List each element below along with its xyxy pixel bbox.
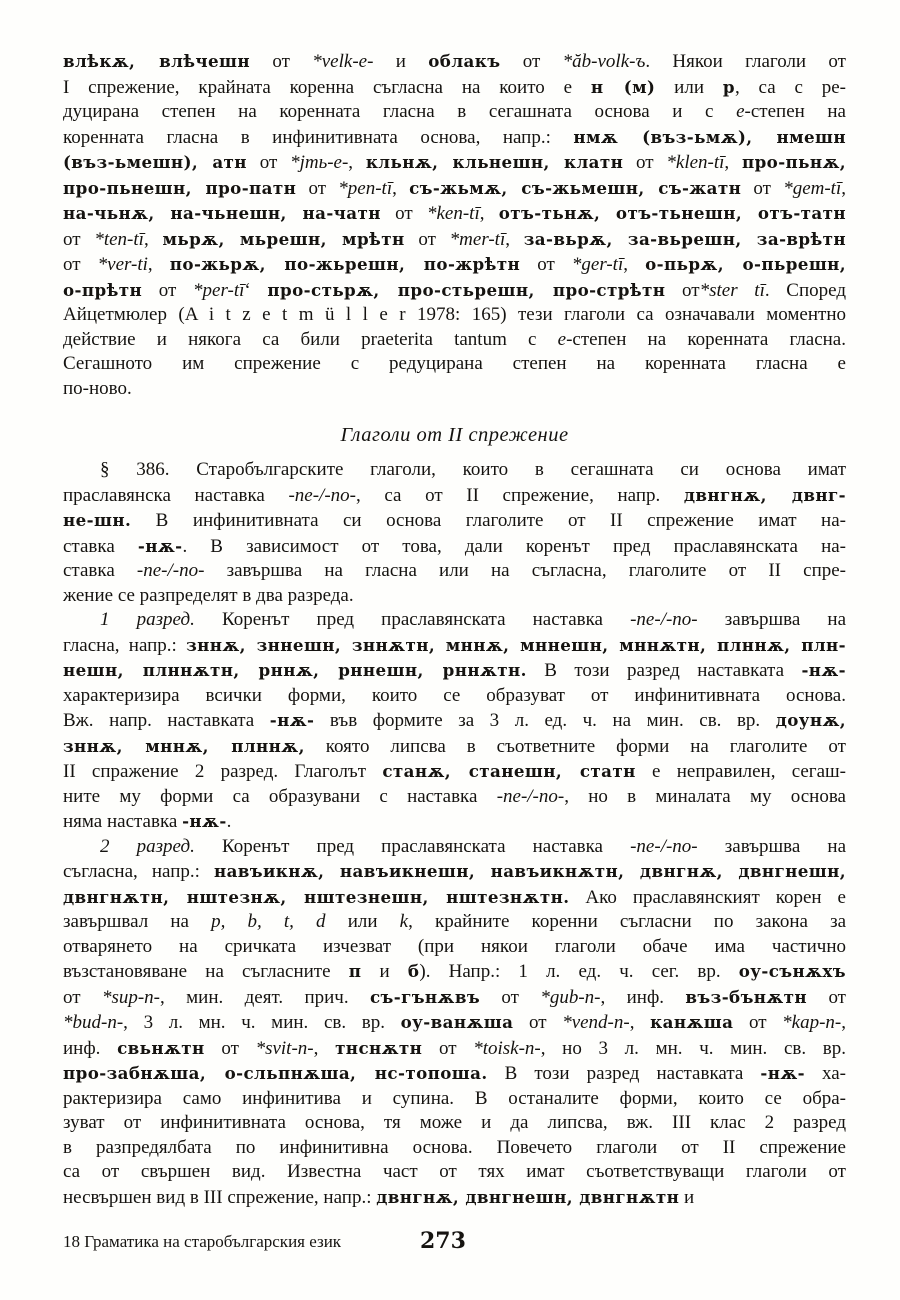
reconstructed-form: е xyxy=(736,101,745,122)
reconstructed-form: 1 разред. xyxy=(100,609,195,630)
text-line xyxy=(63,227,846,253)
body-text: Вж. напр. наставката xyxy=(63,710,270,731)
reconstructed-form: *svit-n- xyxy=(255,1037,314,1059)
body-text: , но 3 л. мн. ч. мин. св. вр. xyxy=(540,1037,846,1059)
body-text: , са от II спрежение, напр. xyxy=(356,484,684,506)
old-bulgarian-word: зннѫ, зннешн, зннѫтн, мннѫ, мннешн, мннѫтн, плннѫ, плн- xyxy=(186,634,846,655)
body-text: , xyxy=(505,228,524,250)
body-text: от xyxy=(623,152,667,173)
text-line xyxy=(63,785,846,810)
reconstructed-form: *ăb-volk-ъ xyxy=(562,51,646,72)
reconstructed-form: -ne-/-no- xyxy=(630,835,698,857)
body-text: . xyxy=(226,811,232,832)
text-line xyxy=(63,633,846,659)
old-bulgarian-word: съ-гънѫвъ xyxy=(369,986,481,1007)
old-bulgarian-word: -нѫ- xyxy=(182,811,227,831)
body-text: . Според xyxy=(764,279,846,301)
body-text: Ако праславянският корен е xyxy=(569,886,846,908)
body-text: завършвал на xyxy=(63,911,212,932)
old-bulgarian-word: за-вьрѫ, за-вьрешн, за-врѣтн xyxy=(523,228,847,249)
old-bulgarian-word: -нѫ- xyxy=(269,710,315,730)
reconstructed-form: -ne-/-no- xyxy=(630,609,698,630)
body-text: ставка xyxy=(63,535,138,557)
old-bulgarian-word: кльнѫ, кльнешн, клатн xyxy=(365,152,624,172)
body-text: ха- xyxy=(804,1063,847,1084)
body-text: инф. xyxy=(63,1037,118,1059)
reconstructed-form: *bud-n- xyxy=(63,1012,124,1033)
body-text: от xyxy=(513,1012,563,1033)
old-bulgarian-word: навъикнѫ, навъикнешн, навъикнѫтн, двнгнѫ, двнгнешн, xyxy=(213,861,846,881)
body-text: от xyxy=(63,986,102,1008)
text-line xyxy=(63,201,846,227)
body-text: от xyxy=(142,279,194,301)
body-text: -степен на xyxy=(744,101,846,122)
reconstructed-form: k xyxy=(399,911,409,932)
old-bulgarian-word: не-шн. xyxy=(63,510,132,530)
text-line xyxy=(63,809,846,835)
old-bulgarian-word: тнснѫтн xyxy=(335,1037,423,1058)
body-text: Айцетмюлер (A i t z e t m ü l l e r 1978: 165) тези глаголи са означавали моментно xyxy=(63,304,846,325)
reconstructed-form: *velk-e- xyxy=(312,51,374,72)
text-block xyxy=(63,458,846,1210)
reconstructed-form: *ger-tī xyxy=(571,254,624,275)
body-text: от xyxy=(404,228,450,250)
body-text: и xyxy=(679,1186,695,1208)
body-text: ставка xyxy=(63,560,137,581)
reconstructed-form: *kap-n- xyxy=(782,1012,842,1033)
body-text: действие и някога са били praeterita tantum с xyxy=(63,328,558,350)
old-bulgarian-word: зннѫ, мннѫ, плннѫ, xyxy=(63,735,305,756)
text-line xyxy=(63,100,846,125)
text-line xyxy=(63,734,846,760)
text-line xyxy=(63,1185,846,1211)
old-bulgarian-word: -нѫ- xyxy=(137,535,183,556)
reconstructed-form: *mer-tī xyxy=(449,228,506,250)
body-text: В инфинитивната си основа глаголите от II спрежение имат на- xyxy=(131,510,846,531)
reconstructed-form: *ten-tī xyxy=(94,228,144,250)
body-text: и xyxy=(373,51,429,72)
reconstructed-form: *ver-ti xyxy=(97,254,148,275)
text-line xyxy=(63,303,846,328)
body-text: във формите за 3 л. ед. ч. на мин. св. вр. xyxy=(314,710,776,731)
old-bulgarian-word: оу-ванѫша xyxy=(400,1012,514,1032)
body-text: I спрежение, крайната коренна съгласна на които е xyxy=(63,76,591,98)
text-line xyxy=(63,1010,846,1036)
old-bulgarian-word: оу-сънѫхъ xyxy=(738,961,846,981)
text-line xyxy=(63,959,846,985)
reconstructed-form: *jmь-e- xyxy=(290,152,349,173)
reconstructed-form: *vend-n- xyxy=(562,1012,630,1033)
body-text: § 386. Старобългарските глаголи, които в сегашната си основа имат xyxy=(100,459,846,480)
old-bulgarian-word: двнгнѫтн, нштезнѫ, нштезнешн, нштезнѫтн. xyxy=(63,886,570,907)
body-text: от xyxy=(665,279,700,301)
reconstructed-form: *klen-tī xyxy=(666,152,725,173)
body-text: Сегашното им спрежение с редуцирана степен на коренната гласна е xyxy=(63,353,846,374)
reconstructed-form: *per-tī xyxy=(193,279,245,301)
body-text: , 3 л. мн. ч. мин. св. вр. xyxy=(123,1012,401,1033)
body-text: или xyxy=(655,76,723,98)
old-bulgarian-word: р xyxy=(722,76,735,97)
body-text: няма наставка xyxy=(63,811,183,832)
old-bulgarian-word: станѫ, станешн, статн xyxy=(382,761,636,781)
body-text: от xyxy=(422,1037,474,1059)
body-text: , xyxy=(348,152,366,173)
body-text: завършва на гласна или на съгласна, глаголите от II спре- xyxy=(204,560,846,581)
body-text: от xyxy=(246,152,291,173)
body-text: , xyxy=(724,152,742,173)
text-line xyxy=(63,125,846,151)
body-text: от xyxy=(63,254,98,275)
body-text: дуцирана степен на коренната гласна в сегашната основа и с xyxy=(63,101,737,122)
old-bulgarian-word: свьнѫтн xyxy=(117,1037,205,1058)
body-text: несвършен вид в III спрежение, напр.: xyxy=(63,1186,377,1208)
body-text: от xyxy=(380,203,427,224)
text-line xyxy=(63,759,846,785)
old-bulgarian-word: мьрѫ, мьрешн, мрѣтн xyxy=(162,228,405,249)
text-line xyxy=(63,328,846,353)
reconstructed-form: *pen-tī xyxy=(338,177,393,199)
body-text: и xyxy=(361,961,408,982)
page-number: 273 xyxy=(420,1228,466,1254)
body-text: , xyxy=(147,254,170,275)
old-bulgarian-word: п xyxy=(348,961,362,981)
reconstructed-form: *sup-n- xyxy=(101,986,160,1008)
old-bulgarian-word: двнгнѫ, двнгнешн, двнгнѫтн xyxy=(376,1186,680,1207)
body-text: гласна, напр.: xyxy=(63,634,187,656)
text-line xyxy=(63,684,846,709)
old-bulgarian-word: про-стьрѫ, про-стьрешн, про-стрѣтн xyxy=(267,279,666,300)
text-line xyxy=(63,935,846,960)
body-text: Коренът пред праславянската наставка xyxy=(194,835,631,857)
body-text: . В зависимост от това, дали коренът пред праславянската на- xyxy=(182,535,846,557)
text-line xyxy=(63,584,846,609)
old-bulgarian-word: на-чьнѫ, на-чьнешн, на-чатн xyxy=(63,203,381,223)
body-text: завършва на xyxy=(697,835,847,857)
reconstructed-form: *ster tī xyxy=(699,279,765,301)
old-bulgarian-word: про-забнѫша, о-сльпнѫша, нс-топоша. xyxy=(63,1063,488,1083)
old-bulgarian-word: по-жьрѫ, по-жьрешн, по-жрѣтн xyxy=(169,254,521,274)
text-line xyxy=(63,658,846,684)
body-text: от xyxy=(250,51,313,72)
reconstructed-form: *gub-n- xyxy=(540,986,601,1008)
reconstructed-form: -ne-/-no- xyxy=(288,484,356,506)
text-line xyxy=(63,1111,846,1136)
body-text: рактеризира само инфинитива и супина. В останалите форми, които се обра- xyxy=(63,1087,846,1109)
body-text: от xyxy=(520,254,572,275)
body-text: от xyxy=(204,1037,256,1059)
old-bulgarian-word: доунѫ, xyxy=(775,710,846,730)
text-line xyxy=(63,49,846,75)
old-bulgarian-word: о-пьрѫ, о-пьрешн, xyxy=(645,254,847,274)
body-text: от xyxy=(63,228,95,250)
old-bulgarian-word: про-пьнешн, про-патн xyxy=(63,177,297,198)
body-text: или xyxy=(325,911,400,932)
body-text: ‘ xyxy=(244,279,268,301)
footer-signature: 18 Граматика на старобългарския език xyxy=(63,1232,342,1251)
body-text: ). Напр.: 1 л. ед. ч. сег. вр. xyxy=(419,961,739,982)
old-bulgarian-word: канѫша xyxy=(650,1012,734,1032)
body-text: характеризира всички форми, които се образуват от инфинитивната основа. xyxy=(63,684,846,706)
old-bulgarian-word: (въз-ьмешн), атн xyxy=(63,152,247,172)
text-line xyxy=(63,1087,846,1112)
body-text: Коренът пред праславянската наставка xyxy=(194,609,631,630)
body-text: , xyxy=(479,203,499,224)
reconstructed-form: -ne-/-no- xyxy=(136,560,205,581)
body-text: която липсва в съответните форми на глаголите от xyxy=(304,735,846,757)
text-line xyxy=(63,377,846,402)
text-line xyxy=(63,859,846,885)
text-line xyxy=(63,985,846,1011)
body-text: зуват от инфинитивната основа, тя може и да липсва, вж. III клас 2 разред xyxy=(63,1112,846,1133)
body-text: , мин. деят. прич. xyxy=(160,986,370,1008)
body-text: , xyxy=(392,177,410,199)
reconstructed-form: 2 разред. xyxy=(100,835,195,857)
text-line xyxy=(63,1160,846,1185)
old-bulgarian-word: нешн, плннѫтн, рннѫ, рннешн, рннѫтн. xyxy=(63,660,527,680)
text-line xyxy=(63,252,846,278)
body-text: от xyxy=(741,177,784,199)
reconstructed-form: *ken-tī xyxy=(426,203,480,224)
body-text: -степен на коренната гласна. xyxy=(566,328,846,350)
body-text: , xyxy=(629,1012,651,1033)
body-text: , но в миналата му основа xyxy=(564,785,846,807)
old-bulgarian-word: о-прѣтн xyxy=(63,279,143,300)
text-line xyxy=(63,150,846,176)
text-line xyxy=(63,910,846,935)
text-line xyxy=(63,1136,846,1161)
body-text: . Някои глаголи от xyxy=(645,51,846,72)
text-line xyxy=(63,352,846,377)
text-line xyxy=(63,278,846,304)
body-text: , xyxy=(313,1037,336,1059)
old-bulgarian-word: въз-бънѫтн xyxy=(685,986,808,1007)
body-text: коренната гласна в инфинитивната основа, напр.: xyxy=(63,126,574,148)
text-line xyxy=(63,1061,846,1087)
text-line xyxy=(63,75,846,101)
old-bulgarian-word: -нѫ- xyxy=(801,660,847,680)
body-text: от xyxy=(807,986,846,1008)
old-bulgarian-word: б xyxy=(407,961,420,981)
body-text: праславянска наставка xyxy=(63,484,289,506)
body-text: , инф. xyxy=(600,986,686,1008)
old-bulgarian-word: двнгнѫ, двнг- xyxy=(683,484,846,505)
text-line xyxy=(63,508,846,534)
reconstructed-form: -ne-/-no- xyxy=(496,785,565,807)
text-line xyxy=(63,483,846,509)
body-text: от xyxy=(500,51,563,72)
body-text: от xyxy=(296,177,339,199)
reconstructed-form: p, b, t, d xyxy=(211,911,326,932)
text-line xyxy=(63,1036,846,1062)
body-text: от xyxy=(480,986,541,1008)
body-text: възстановяване на съгласните xyxy=(63,961,349,982)
body-text: ните му форми са образувани с наставка xyxy=(63,785,497,807)
section-heading: Глаголи от II спрежение xyxy=(340,424,569,446)
body-text: , крайните коренни съгласни по закона за xyxy=(408,911,847,932)
old-bulgarian-word: про-пьнѫ, xyxy=(741,152,847,172)
old-bulgarian-word: -нѫ- xyxy=(760,1063,805,1083)
old-bulgarian-word: н (м) xyxy=(590,76,656,97)
body-text: II спражение 2 разред. Глаголът xyxy=(63,761,383,782)
text-block xyxy=(63,49,846,401)
old-bulgarian-word: облакъ xyxy=(428,51,501,71)
body-text: е неправилен, сегаш- xyxy=(635,761,846,782)
body-text: са от свършен вид. Известна част от тях имат съответствуващи глаголи от xyxy=(63,1161,846,1182)
text-line xyxy=(63,708,846,734)
old-bulgarian-word: влѣкѫ, влѣчешн xyxy=(63,51,251,71)
text-line xyxy=(63,458,846,483)
text-line xyxy=(63,608,846,633)
reconstructed-form: *gem-tī xyxy=(783,177,842,199)
body-text: от xyxy=(733,1012,783,1033)
body-text: жение се разпределят в два разреда. xyxy=(63,584,354,606)
body-text: съгласна, напр.: xyxy=(63,861,214,882)
text-line xyxy=(63,885,846,911)
old-bulgarian-word: нмѫ (въз-ьмѫ), нмешн xyxy=(573,126,847,147)
body-text: отварянето на сричката изчезват (при някои глаголи обаче има частично xyxy=(63,935,846,957)
reconstructed-form: е xyxy=(557,328,567,350)
text-line xyxy=(63,176,846,202)
body-text: по-ново. xyxy=(63,377,132,399)
body-text: в разпредялбата по инфинитивна основа. Повечето глаголи от II спрежение xyxy=(63,1136,846,1158)
body-text: , xyxy=(841,1012,847,1033)
body-text: , са с ре- xyxy=(734,76,847,98)
old-bulgarian-word: отъ-тьнѫ, отъ-тьнешн, отъ-татн xyxy=(498,203,846,223)
body-text: , xyxy=(623,254,646,275)
body-text: , xyxy=(143,228,163,250)
text-line xyxy=(63,835,846,860)
old-bulgarian-word: съ-жьмѫ, съ-жьмешн, съ-жатн xyxy=(409,177,742,198)
text-line xyxy=(63,559,846,584)
body-text: В този разред наставката xyxy=(487,1063,761,1084)
body-text: , xyxy=(841,177,846,199)
body-text: завършва на xyxy=(697,609,847,630)
reconstructed-form: *toisk-n- xyxy=(473,1037,541,1059)
body-text: В този разред наставката xyxy=(526,660,802,681)
text-line xyxy=(63,534,846,560)
